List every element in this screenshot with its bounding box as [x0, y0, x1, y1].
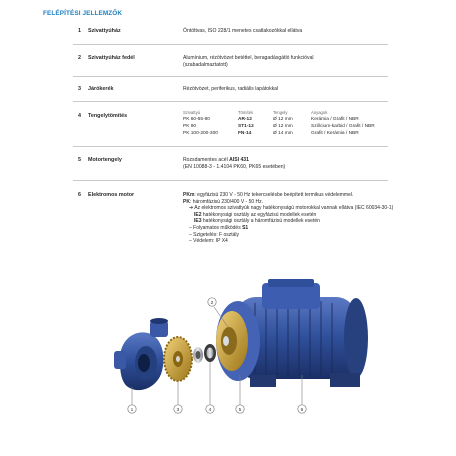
seal-table-cell: Grafit / Kerámia / NBR	[311, 131, 359, 136]
callout-1	[128, 387, 136, 413]
row-label: Szivattyúház fedél	[88, 55, 135, 61]
row-label: Tengelytömítés	[88, 113, 128, 119]
divider	[73, 44, 388, 45]
motor-ie2-line: IE2 hatékonysági osztály az egyfázisú modellek esetén	[194, 211, 317, 218]
seal-table-cell: AR-12	[238, 117, 252, 122]
divider	[73, 146, 388, 147]
callout-4	[206, 362, 214, 413]
motor-pkm-line: PKm: egyfázisú 230 V - 50 Hz tekercselésbe beépített termikus védelemmel.	[183, 192, 354, 198]
row-value	[183, 55, 433, 69]
row-label: Járókerék	[88, 86, 114, 92]
row-label: Szivattyúház	[88, 28, 121, 34]
row-number: 6	[78, 192, 81, 198]
pump-casing	[114, 318, 168, 390]
motor-insulation-line: – Szigetelés: F osztály	[189, 231, 240, 238]
seal-table-cell: FN-14	[238, 131, 252, 136]
motor-duty-line: – Folyamatos működés S1	[189, 224, 249, 231]
motor-protection-line: – Védelem: IP X4	[189, 238, 228, 245]
motor-ie3-line: IE3 hatékonysági osztály a háromfázisú modellek esetén	[194, 218, 320, 225]
seal-table-cell: Ø 14 mm	[273, 131, 293, 136]
seal-table-cell: ST1-12	[238, 124, 254, 129]
section-title: FELÉPÍTÉSI JELLEMZŐK	[43, 10, 123, 17]
impeller	[164, 337, 192, 381]
seal-table-cell: PK 60-65-80	[183, 117, 210, 122]
row-number: 3	[78, 86, 81, 92]
seal-table-header: Tengely	[273, 110, 288, 115]
row-value-line: (EN 10088-3 - 1.4104 PK60, PK65 esetében)	[183, 164, 286, 170]
callout-6	[298, 375, 306, 413]
seal-table-cell: Szilícium-karbid / Grafit / NBR	[311, 124, 375, 129]
row-number: 2	[78, 55, 81, 61]
callout-number: 4	[208, 408, 212, 413]
callout-3	[174, 381, 182, 413]
shaft-seal	[193, 344, 216, 363]
seal-table-cell: Ø 12 mm	[273, 117, 293, 122]
row-value-bold: AISI 431	[229, 157, 249, 163]
row-number: 5	[78, 157, 81, 163]
callout-number: 2	[210, 301, 214, 306]
exploded-pump-illustration	[0, 255, 456, 455]
divider	[73, 180, 388, 181]
row-value-line: Alumínium, rézötvözet betéttel, beragadásgátló funkcióval	[183, 55, 314, 61]
row-value-text: Rozsdamentes acél	[183, 157, 230, 163]
row-label: Elektromos motor	[88, 192, 135, 198]
row-value-line: (szabadalmaztatott)	[183, 62, 228, 68]
callout-number: 1	[130, 408, 134, 413]
seal-table-cell: PK 100-200-300	[183, 131, 218, 136]
seal-table-cell: Ø 12 mm	[273, 124, 293, 129]
row-number: 4	[78, 113, 81, 119]
callout-number: 6	[300, 408, 304, 413]
callout-number: 5	[238, 408, 242, 413]
divider	[73, 76, 388, 77]
seal-table-cell: PK 90	[183, 124, 197, 129]
divider	[73, 101, 388, 102]
seal-table-header: Tömítés	[238, 110, 254, 115]
motor-pk-line: PK: háromfázisú 230/400 V - 50 Hz.	[183, 198, 264, 205]
seal-table-header: Anyagok	[311, 110, 328, 115]
callout-number: 3	[176, 408, 180, 413]
row-value	[183, 157, 433, 171]
motor-description	[183, 192, 423, 245]
row-value: Rézötvözet, periferikus, radiális lapátokkal	[183, 86, 279, 92]
row-label: Motortengely	[88, 157, 122, 163]
seal-table-cell: Kerámia / Grafit / NBR	[311, 117, 359, 122]
motor-efficiency-line: ➔ Az elektromos szivattyúk nagy hatékonyságú motorokkal vannak ellátva (IEC 60034-30-1)	[189, 205, 394, 212]
seal-table-header: Szivattyú	[183, 110, 200, 115]
row-number: 1	[78, 28, 81, 34]
motor-front-flange	[216, 301, 260, 381]
row-value: Öntöttvas, ISO 228/1 menetes csatlakozókkal ellátva	[183, 28, 303, 34]
